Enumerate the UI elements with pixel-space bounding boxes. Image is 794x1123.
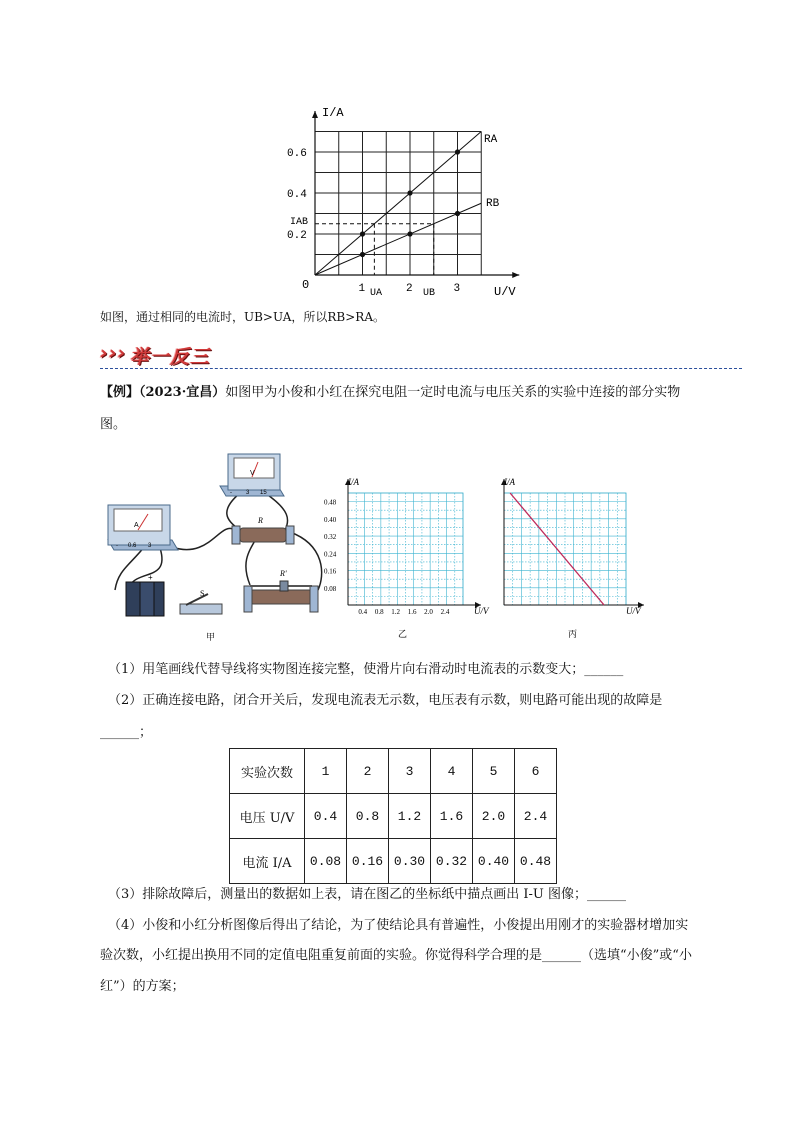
question-3: （3）排除故障后，测量出的数据如上表，请在图乙的坐标纸中描点画出 I-U 图像；______ [108,887,627,902]
resistor-label: R [258,516,263,525]
x-tick-label: 2.0 [424,608,433,616]
x-tick-label: 2.4 [440,608,450,616]
battery-plus-icon: + [148,573,153,582]
data-point [360,231,365,236]
table-row [230,794,557,839]
ammeter [108,505,178,550]
table-cell: 0.8 [347,794,389,839]
ammeter-terminal: 0.6 [128,543,137,549]
ua-label: UA [370,288,383,299]
table-row [230,839,557,884]
table-cell: 2 [347,749,389,794]
battery [126,573,164,616]
voltmeter [220,454,284,496]
switch [180,589,222,614]
rheostat-label: R' [280,569,287,578]
table-cell: 6 [515,749,557,794]
y-tick-label: 0.2 [287,230,307,242]
wire [227,493,240,530]
wire [172,528,235,549]
x-axis-arrow-icon [512,272,519,278]
table-cell: 1.6 [431,794,473,839]
data-point [455,149,460,154]
example-text-line1: 如图甲为小俊和小红在探究电阻一定时电流与电压关系的实验中连接的部分实物 [225,385,681,400]
table-cell: 0.4 [305,794,347,839]
yi-x-label: U/V [474,606,489,616]
example-text-line2: 图。 [100,417,127,432]
iab-label: IAB [290,217,309,228]
y-tick-label: 0.16 [324,567,337,576]
table-cell: 4 [431,749,473,794]
y-axis-arrow-icon [312,111,318,118]
ra-label: RA [484,134,498,146]
y-tick-label: 0.08 [324,584,337,593]
table-cell: 1.2 [389,794,431,839]
table-cell: 0.48 [515,839,557,884]
voltmeter-terminal: 3 [246,490,250,496]
y-tick-label: 0.40 [324,515,337,524]
origin-label: 0 [302,278,310,292]
x-tick-label: 1.2 [391,608,401,616]
table-row [230,749,557,794]
table-cell: 5 [473,749,515,794]
apparatus-figure [100,450,335,650]
data-point [407,231,412,236]
graph-paper [504,493,626,605]
y-tick-label: 0.4 [287,189,307,201]
x-tick-label: 0.4 [358,608,368,616]
ammeter-label: A [134,522,139,529]
banner-title: 举一反三 [130,346,211,368]
ammeter-terminal: - [116,543,118,549]
x-axis-label: U/V [494,285,516,299]
table-cell: 1 [305,749,347,794]
y-tick-label: 0.24 [324,550,337,559]
question-1: （1）用笔画线代替导线将实物图连接完整，使滑片向右滑动时电流表的示数变大；______ [108,662,624,677]
yi-caption: 乙 [398,630,408,640]
table-cell: 0.30 [389,839,431,884]
y-tick-label: 0.48 [324,498,337,507]
banner-divider [100,368,742,369]
section-banner [100,340,742,372]
question-2-line2: ______； [100,725,153,740]
table-cell: 0.32 [431,839,473,884]
table-header-cell: 电流 I/A [230,839,305,884]
voltmeter-terminal: - [230,490,232,496]
switch-label: S [200,589,205,598]
wire [290,532,322,590]
wire [130,548,162,585]
data-point [360,252,365,257]
table-cell: 2.4 [515,794,557,839]
example-paragraph [100,382,720,404]
ammeter-terminal: 3 [148,543,152,549]
graph-yi [318,475,493,647]
question-2-line1: （2）正确连接电路，闭合开关后，发现电流表无示数，电压表有示数，则电路可能出现的故障是 [108,693,663,708]
graph-paper [348,493,463,605]
table-cell: 0.16 [347,839,389,884]
bing-caption: 丙 [568,630,578,640]
example-source: （2023·宜昌） [139,385,226,400]
example-prefix: 【例】 [100,385,140,400]
bing-x-label: U/V [626,606,641,616]
table-cell: 0.08 [305,839,347,884]
fixed-resistor [232,516,294,544]
question-4-line1: （4）小俊和小红分析图像后得出了结论，为了使结论具有普遍性，小俊提出用刚才的实验器材增加实 [108,918,689,933]
wire [265,493,288,530]
question-4-line2: 验次数，小红提出换用不同的定值电阻重复前面的实验。你觉得科学合理的是______（选填“小俊”或“小 [100,948,692,963]
question-4-line3: 红”）的方案； [100,979,185,994]
bing-y-label: I/A [504,477,515,487]
data-point [407,190,412,195]
y-tick-label: 0.6 [287,148,307,160]
x-tick-label: 2 [406,283,413,295]
rb-label: RB [486,198,500,210]
data-point [455,211,460,216]
yi-y-label: I/A [348,477,359,487]
figure-jia-caption: 甲 [206,633,216,643]
rheostat [244,569,318,612]
iu-graph-top [280,100,540,300]
voltmeter-terminal: 15 [260,490,267,496]
voltmeter-label: V [250,470,255,477]
table-cell: 2.0 [473,794,515,839]
table-header-cell: 电压 U/V [230,794,305,839]
table-cell: 3 [389,749,431,794]
data-table [229,748,557,884]
ub-label: UB [423,288,436,299]
table-cell: 0.40 [473,839,515,884]
graph-bing [490,475,650,647]
y-axis-label: I/A [322,106,344,120]
table-header-cell: 实验次数 [230,749,305,794]
banner-arrows-icon: ››› [100,342,127,364]
x-tick-label: 1 [358,283,366,295]
y-tick-label: 0.32 [324,533,337,542]
x-tick-label: 1.6 [407,608,417,616]
x-tick-label: 0.8 [374,608,384,616]
x-tick-label: 3 [453,283,461,295]
explanation-text: 如图，通过相同的电流时，UB>UA，所以RB>RA。 [100,310,386,324]
